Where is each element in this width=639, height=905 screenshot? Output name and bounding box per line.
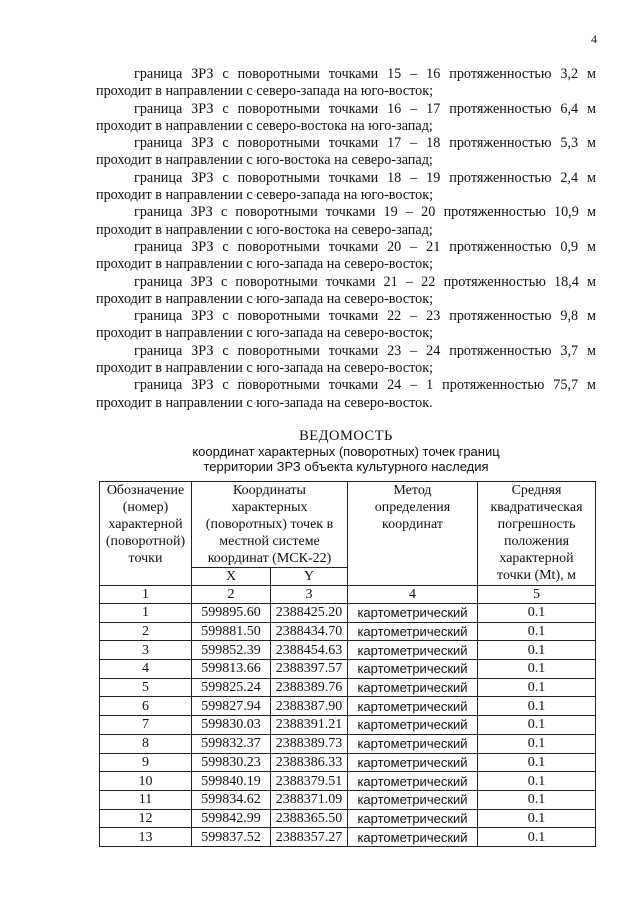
paragraph	[96, 308, 596, 343]
column-number: 4	[348, 586, 478, 604]
cell-method: картометрический	[348, 790, 478, 809]
cell-x: 599852.39	[192, 641, 271, 660]
cell-method: картометрический	[348, 697, 478, 716]
table-row	[100, 604, 596, 623]
cell-x: 599834.62	[192, 790, 271, 809]
boundary-description	[96, 66, 596, 412]
cell-method: картометрический	[348, 828, 478, 847]
paragraph-line: проходит в направлении с северо-запада на юго-восток;	[96, 83, 434, 100]
cell-method: картометрический	[348, 716, 478, 735]
paragraph-line: граница ЗРЗ с поворотными точками 17 – 18 протяженностью 5,3 м	[134, 135, 596, 152]
table-row	[100, 641, 596, 660]
header-line: Средняя	[511, 483, 562, 498]
column-number: 3	[271, 586, 348, 604]
paragraph	[96, 170, 596, 205]
paragraph	[96, 66, 596, 101]
statement-title	[96, 428, 596, 474]
paragraph	[96, 377, 596, 412]
paragraph	[96, 274, 596, 309]
cell-error: 0.1	[478, 772, 596, 791]
cell-point-number: 9	[100, 753, 192, 772]
cell-point-number: 4	[100, 660, 192, 679]
cell-y: 2388434.70	[271, 622, 348, 641]
cell-point-number: 2	[100, 622, 192, 641]
table-row	[100, 809, 596, 828]
header-line: координат	[382, 517, 443, 532]
cell-method: картометрический	[348, 772, 478, 791]
cell-method: картометрический	[348, 678, 478, 697]
column-number: 2	[192, 586, 271, 604]
cell-x: 599827.94	[192, 697, 271, 716]
cell-method: картометрический	[348, 753, 478, 772]
cell-x: 599842.99	[192, 809, 271, 828]
cell-method: картометрический	[348, 622, 478, 641]
cell-error: 0.1	[478, 697, 596, 716]
cell-method: картометрический	[348, 809, 478, 828]
header-line: определения	[374, 500, 451, 515]
column-number-row	[100, 586, 596, 604]
paragraph-line: проходит в направлении с юго-востока на северо-запад;	[96, 221, 433, 238]
cell-error: 0.1	[478, 809, 596, 828]
cell-error: 0.1	[478, 734, 596, 753]
header-line: (поворотных) точек в	[205, 517, 334, 532]
cell-point-number: 8	[100, 734, 192, 753]
column-number: 1	[100, 586, 192, 604]
paragraph-line: граница ЗРЗ с поворотными точками 20 – 21 протяженностью 0,9 м	[134, 238, 596, 255]
table-row	[100, 716, 596, 735]
paragraph-line: граница ЗРЗ с поворотными точками 15 – 16 протяженностью 3,2 м	[134, 66, 596, 82]
paragraph-line: граница ЗРЗ с поворотными точками 19 – 20 протяженностью 10,9 м	[134, 204, 596, 221]
header-row	[100, 482, 596, 568]
cell-y: 2388425.20	[271, 604, 348, 623]
table-row	[100, 790, 596, 809]
title-main: ВЕДОМОСТЬ	[299, 428, 393, 444]
header-error	[478, 482, 596, 586]
table-row	[100, 622, 596, 641]
paragraph	[96, 204, 596, 239]
cell-x: 599830.03	[192, 716, 271, 735]
cell-point-number: 5	[100, 678, 192, 697]
cell-point-number: 12	[100, 809, 192, 828]
header-coordinates	[192, 482, 348, 568]
paragraph-line: проходит в направлении с северо-запада на юго-восток;	[96, 187, 434, 204]
page-number: 4	[591, 32, 597, 46]
table-row	[100, 828, 596, 847]
header-x: X	[192, 568, 271, 586]
cell-method: картометрический	[348, 734, 478, 753]
header-line: квадратическая	[490, 500, 583, 515]
title-subline: координат характерных (поворотных) точек границ	[192, 444, 500, 459]
paragraph-line: граница ЗРЗ с поворотными точками 16 – 17 протяженностью 6,4 м	[134, 100, 596, 117]
paragraph-line: граница ЗРЗ с поворотными точками 22 – 23 протяженностью 9,8 м	[134, 308, 596, 325]
table-row	[100, 660, 596, 679]
paragraph-line: проходит в направлении с юго-запада на северо-восток;	[96, 256, 434, 273]
table-row	[100, 734, 596, 753]
header-line: погрешность	[497, 517, 576, 532]
header-designation	[100, 482, 192, 586]
header-line: положения	[503, 534, 570, 549]
cell-x: 599813.66	[192, 660, 271, 679]
cell-x: 599832.37	[192, 734, 271, 753]
cell-error: 0.1	[478, 828, 596, 847]
paragraph-line: граница ЗРЗ с поворотными точками 24 – 1 протяженностью 75,7 м	[134, 377, 596, 394]
cell-x: 599825.24	[192, 678, 271, 697]
header-method	[348, 482, 478, 586]
paragraph	[96, 239, 596, 274]
paragraph-line: проходит в направлении с юго-востока на северо-запад;	[96, 152, 433, 169]
table-row	[100, 697, 596, 716]
table-row	[100, 678, 596, 697]
cell-error: 0.1	[478, 753, 596, 772]
cell-error: 0.1	[478, 790, 596, 809]
header-line: точки (Mt), м	[497, 568, 576, 583]
header-line: местной системе	[219, 534, 320, 549]
cell-y: 2388454.63	[271, 641, 348, 660]
paragraph-line: проходит в направлении с юго-запада на северо-восток;	[96, 290, 434, 307]
cell-point-number: 7	[100, 716, 192, 735]
header-y: Y	[271, 568, 348, 586]
cell-error: 0.1	[478, 678, 596, 697]
cell-error: 0.1	[478, 641, 596, 660]
cell-method: картометрический	[348, 641, 478, 660]
paragraph-line: граница ЗРЗ с поворотными точками 18 – 19 протяженностью 2,4 м	[134, 169, 596, 186]
cell-point-number: 3	[100, 641, 192, 660]
cell-y: 2388397.57	[271, 660, 348, 679]
cell-point-number: 1	[100, 604, 192, 623]
header-line: Координаты	[233, 483, 306, 498]
title-subline: территории ЗРЗ объекта культурного наследия	[203, 459, 489, 474]
cell-y: 2388357.27	[271, 828, 348, 847]
cell-x: 599895.60	[192, 604, 271, 623]
cell-error: 0.1	[478, 604, 596, 623]
cell-y: 2388389.73	[271, 734, 348, 753]
paragraph-line: проходит в направлении с северо-востока на юго-запад;	[96, 117, 433, 134]
cell-y: 2388391.21	[271, 716, 348, 735]
cell-error: 0.1	[478, 716, 596, 735]
cell-y: 2388379.51	[271, 772, 348, 791]
paragraph	[96, 343, 596, 378]
cell-x: 599881.50	[192, 622, 271, 641]
cell-method: картометрический	[348, 604, 478, 623]
paragraph-line: проходит в направлении с юго-запада на северо-восток.	[96, 394, 433, 411]
cell-x: 599840.19	[192, 772, 271, 791]
cell-point-number: 11	[100, 790, 192, 809]
header-line: (номер)	[122, 500, 169, 515]
header-line: (поворотной)	[105, 534, 186, 549]
paragraph-line: проходит в направлении с юго-запада на северо-восток;	[96, 360, 434, 377]
paragraph-line: проходит в направлении с юго-запада на северо-восток;	[96, 325, 434, 342]
header-line: Метод	[393, 483, 432, 498]
paragraph-line: граница ЗРЗ с поворотными точками 21 – 22 протяженностью 18,4 м	[134, 273, 596, 290]
header-line: Обозначение	[106, 483, 185, 498]
header-line: координат (МСК-22)	[207, 551, 332, 566]
cell-point-number: 10	[100, 772, 192, 791]
cell-x: 599837.52	[192, 828, 271, 847]
coordinates-body	[100, 604, 596, 847]
cell-error: 0.1	[478, 622, 596, 641]
paragraph	[96, 101, 596, 136]
cell-y: 2388387.90	[271, 697, 348, 716]
cell-point-number: 13	[100, 828, 192, 847]
coordinates-table	[99, 481, 596, 847]
column-number: 5	[478, 586, 596, 604]
cell-x: 599830.23	[192, 753, 271, 772]
header-line: характерной	[108, 517, 183, 532]
table-row	[100, 772, 596, 791]
paragraph	[96, 135, 596, 170]
cell-y: 2388371.09	[271, 790, 348, 809]
header-line: точки	[128, 551, 163, 566]
cell-error: 0.1	[478, 660, 596, 679]
table-row	[100, 753, 596, 772]
cell-y: 2388365.50	[271, 809, 348, 828]
header-line: характерной	[499, 551, 574, 566]
cell-method: картометрический	[348, 660, 478, 679]
cell-y: 2388386.33	[271, 753, 348, 772]
paragraph-line: граница ЗРЗ с поворотными точками 23 – 24 протяженностью 3,7 м	[134, 342, 596, 359]
cell-point-number: 6	[100, 697, 192, 716]
cell-y: 2388389.76	[271, 678, 348, 697]
header-line: характерных	[231, 500, 308, 515]
